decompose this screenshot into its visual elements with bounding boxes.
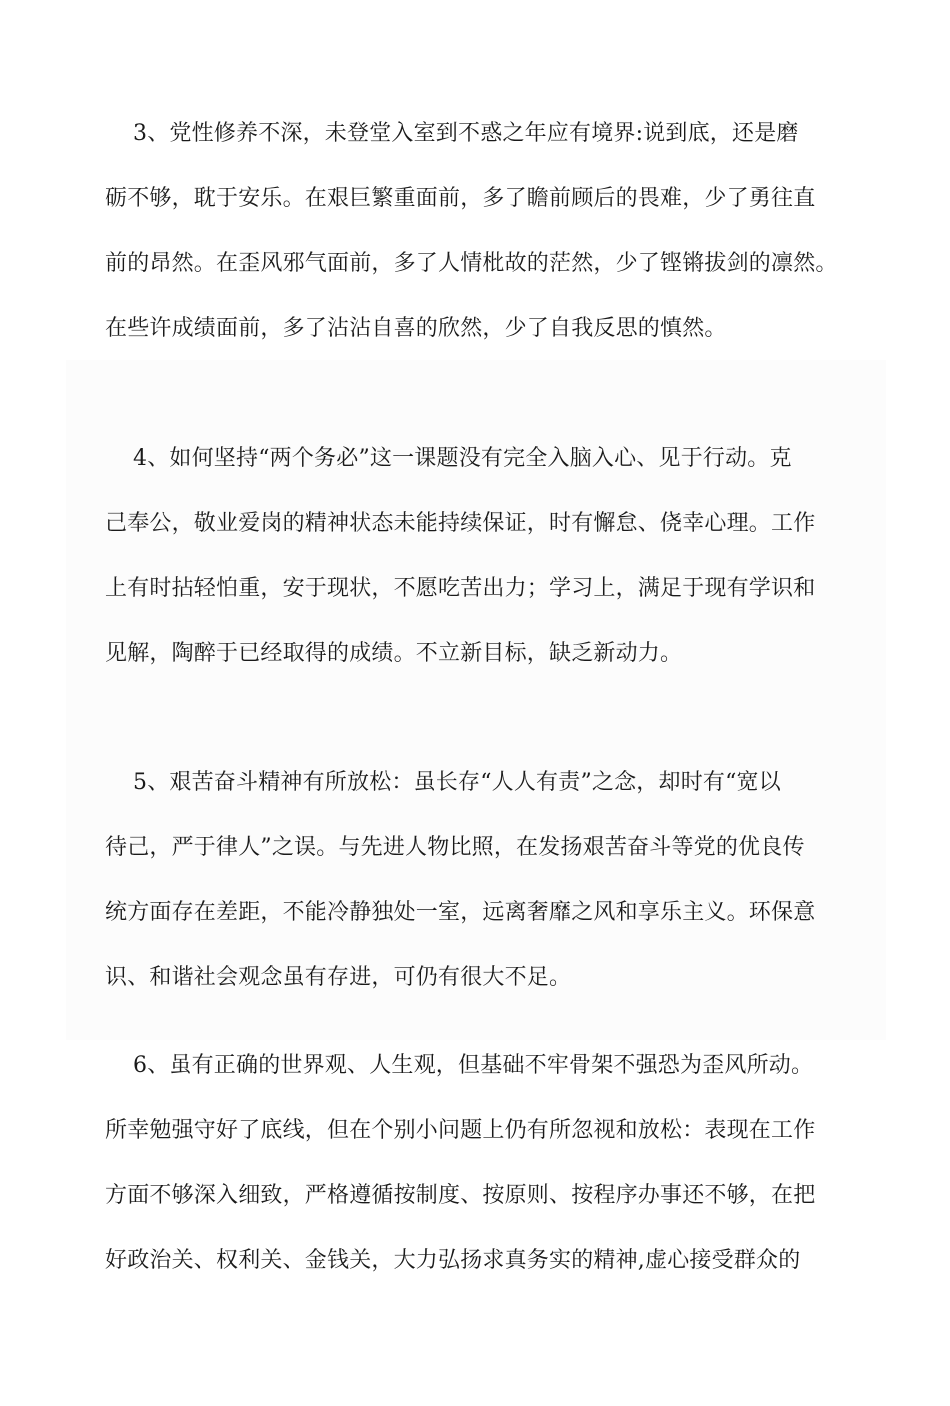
paragraph-5	[105, 750, 865, 1010]
text-line: 6、虽有正确的世界观、人生观，但基础不牢骨架不强恐为歪风所动。	[133, 1053, 814, 1078]
text-line: 前的昂然。在歪风邪气面前，多了人情枇故的茫然，少了铿锵拔剑的凛然。	[105, 251, 838, 276]
text-line: 识、和谐社会观念虽有存进，可仍有很大不足。	[105, 965, 572, 990]
text-line: 所幸勉强守好了底线，但在个别小问题上仍有所忽视和放松：表现在工作	[105, 1118, 816, 1143]
paragraph-6	[105, 1033, 865, 1293]
text-line: 见解，陶醉于已经取得的成绩。不立新目标，缺乏新动力。	[105, 641, 683, 666]
text-line: 3、党性修养不深，未登堂入室到不惑之年应有境界:说到底，还是磨	[133, 121, 799, 146]
text-line: 己奉公，敬业爱岗的精神状态未能持续保证，时有懈怠、侥幸心理。工作	[105, 511, 816, 536]
text-line: 4、如何坚持“两个务必”这一课题没有完全入脑入心、见于行动。克	[133, 446, 792, 471]
text-line: 好政治关、权利关、金钱关，大力弘扬求真务实的精神,虚心接受群众的	[105, 1248, 801, 1273]
text-line: 上有时拈轻怕重，安于现状，不愿吃苦出力；学习上，满足于现有学识和	[105, 576, 816, 601]
text-line: 待己，严于律人”之误。与先进人物比照，在发扬艰苦奋斗等党的优良传	[105, 835, 805, 860]
text-line: 砺不够，耽于安乐。在艰巨繁重面前，多了瞻前顾后的畏难，少了勇往直	[105, 186, 816, 211]
text-line: 在些许成绩面前，多了沾沾自喜的欣然，少了自我反思的慎然。	[105, 316, 727, 341]
paragraph-4	[105, 426, 865, 686]
text-line: 5、艰苦奋斗精神有所放松：虽长存“人人有责”之念，却时有“宽以	[133, 770, 781, 795]
paragraph-3	[105, 101, 865, 361]
text-line: 方面不够深入细致，严格遵循按制度、按原则、按程序办事还不够，在把	[105, 1183, 816, 1208]
text-line: 统方面存在差距，不能冷静独处一室，远离奢靡之风和享乐主义。环保意	[105, 900, 816, 925]
